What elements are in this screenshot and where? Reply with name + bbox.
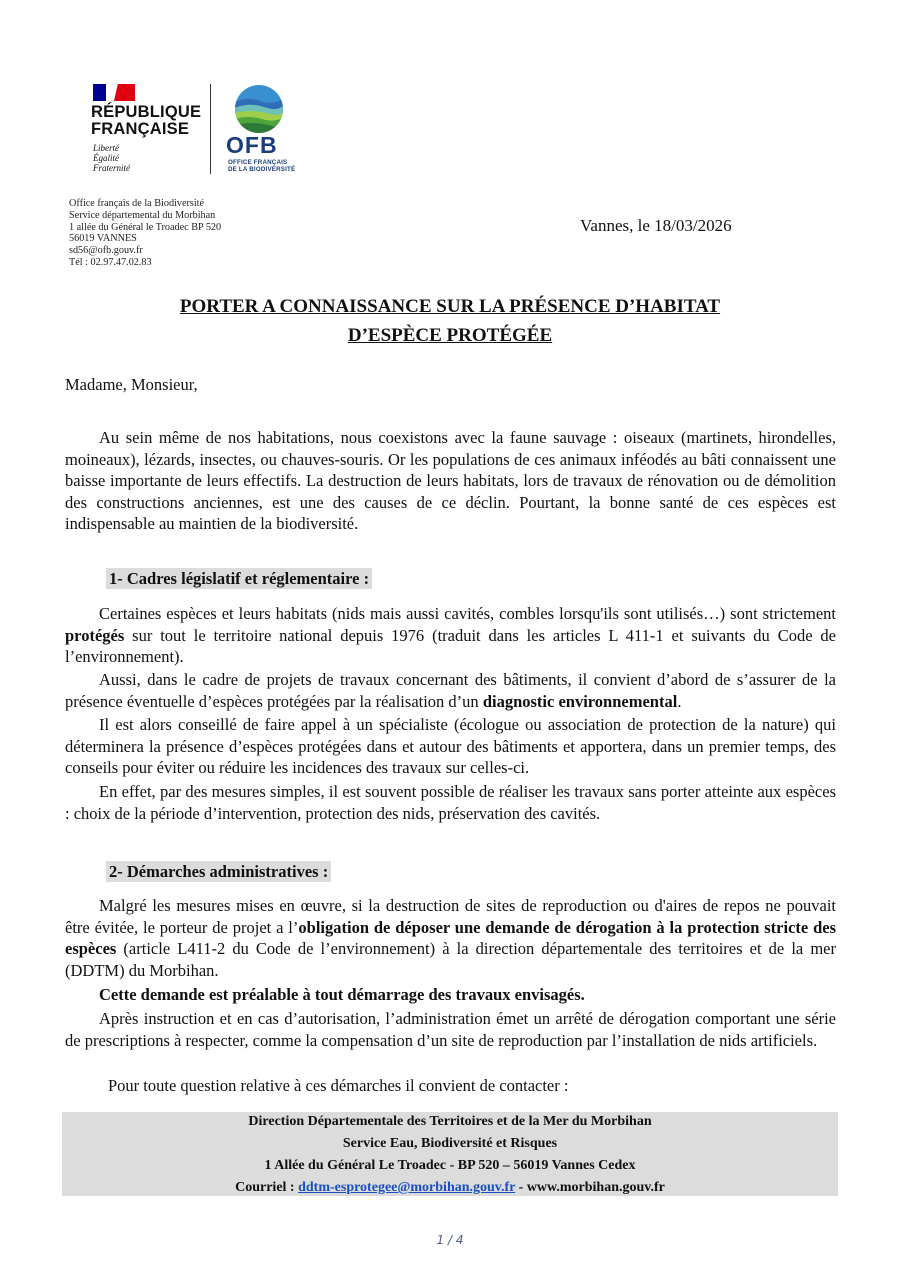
contact-service: Service Eau, Biodiversité et Risques <box>342 1136 558 1151</box>
sender-line: Office français de la Biodiversité <box>69 198 205 209</box>
contact-organisation: Direction Départementale des Territoires et de la Mer du Morbihan <box>248 1114 652 1129</box>
ofb-landscape-icon <box>234 84 284 134</box>
ofb-logo-text: OFB <box>226 132 278 158</box>
section-2-paragraph-3: Après instruction et en cas d’autorisation, l’administration émet un arrêté de dérogation comportant une série de prescriptions à respecter, comme la compensation d’un site de reproduction par l’installation de nids artificiels. <box>65 1009 836 1050</box>
logo-divider <box>210 84 211 174</box>
sender-phone: Tél : 02.97.47.02.83 <box>69 256 152 268</box>
contact-box <box>62 1112 838 1196</box>
section-1-paragraph-1: Certaines espèces et leurs habitats (nids mais aussi cavités, combles lorsqu'ils sont utilisés…) sont strictement protégés sur tout le territoire national depuis 1976 (traduit dans les articles L 411-1 et suivants du Code de l’environnement). <box>65 604 836 666</box>
section-1-paragraph-4: En effet, par des mesures simples, il est souvent possible de réaliser les travaux sans porter atteinte aux espèces : choix de la période d’intervention, protection des nids, préservation des cavités. <box>65 782 836 823</box>
page-number: 1 / 4 <box>436 1233 464 1247</box>
contact-address: 1 Allée du Général Le Troadec - BP 520 – 56019 Vannes Cedex <box>264 1158 636 1173</box>
sender-line: 1 allée du Général le Troadec BP 520 <box>69 221 222 233</box>
section-1-paragraph-2: Aussi, dans le cadre de projets de travaux concernant des bâtiments, il convient d’abord de s’assurer de la présence éventuelle d’espèces protégées par la réalisation d’un diagnostic environnemental. <box>65 670 836 711</box>
letter-date: Vannes, le 18/03/2026 <box>580 216 732 235</box>
sender-line: Service départemental du Morbihan <box>69 209 216 221</box>
contact-email-link[interactable]: ddtm-esprotegee@morbihan.gouv.fr <box>298 1180 516 1195</box>
sender-email: sd56@ofb.gouv.fr <box>69 245 143 257</box>
contact-email-line: Courriel : ddtm-esprotegee@morbihan.gouv.fr - www.morbihan.gouv.fr <box>235 1180 665 1195</box>
marianne-flag-icon <box>93 84 135 101</box>
section-2-paragraph-1: Malgré les mesures mises en œuvre, si la destruction de sites de reproduction ou d'aires de repos ne pouvait être évitée, le porteur de projet a l’obligation de déposer une demande de dérogation à la protection stricte des espèces (article L411-2 du Code de l’environnement) à la direction départementale des territoires et de la mer (DDTM) du Morbihan. <box>65 896 837 980</box>
section-1-paragraph-3: Il est alors conseillé de faire appel à un spécialiste (écologue ou association de protection de la nature) qui déterminera la présence d’espèces protégées dans et autour des bâtiments et apportera, dans un premier temps, des conseils pour éviter ou réduire les incidences des travaux sur celles-ci. <box>65 715 836 777</box>
section-2-paragraph-2: Cette demande est préalable à tout démarrage des travaux envisagés. <box>99 985 585 1004</box>
section-1-heading: 1- Cadres législatif et réglementaire : <box>106 568 372 589</box>
section-2-heading: 2- Démarches administratives : <box>106 861 331 882</box>
section-2-paragraph-4: Pour toute question relative à ces démarches il convient de contacter : <box>108 1076 569 1095</box>
intro-paragraph: Au sein même de nos habitations, nous coexistons avec la faune sauvage : oiseaux (martinets, hirondelles, moineaux), lézards, insectes, ou chauves-souris. Or les populations de ces animaux inféodés au bâti connaissent une baisse importante de leurs effectifs. La destruction de leurs habitats, lors de travaux de rénovation ou de démolition des constructions anciennes, est une des causes de ce déclin. Pourtant, la bonne santé de ces espèces est indispensable au maintien de la biodiversité. <box>65 428 836 533</box>
document-title-line-2: D’ESPÈCE PROTÉGÉE <box>347 325 553 346</box>
sender-line: 56019 VANNES <box>69 233 137 245</box>
republique-francaise-logo: RÉPUBLIQUE FRANÇAISE <box>91 103 202 138</box>
republic-motto: Liberté Égalité Fraternité <box>93 143 130 173</box>
sender-address <box>69 198 221 269</box>
document-title-line-1: PORTER A CONNAISSANCE SUR LA PRÉSENCE D’HABITAT <box>179 296 721 317</box>
greeting: Madame, Monsieur, <box>65 375 198 394</box>
ofb-logo-subtitle: OFFICE FRANÇAIS DE LA BIODIVERSITÉ <box>228 159 296 173</box>
